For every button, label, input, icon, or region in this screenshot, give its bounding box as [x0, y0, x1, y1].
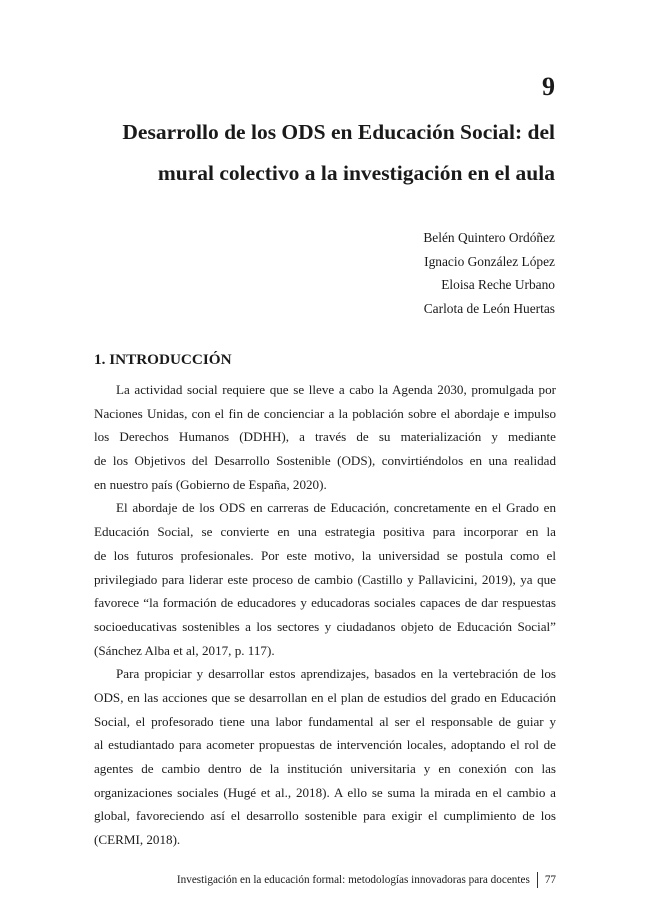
chapter-number: 9 — [542, 72, 555, 101]
body-line: Naciones Unidas, con el fin de concienciar a la población sobre el abordaje e impulso — [94, 405, 556, 421]
author-name: Belén Quintero Ordóñez — [423, 230, 555, 245]
author-name: Carlota de León Huertas — [423, 300, 555, 316]
body-line: Educación Social, se convierte en una estrategia positiva para incorporar en la — [94, 524, 556, 540]
body-line: al estudiantado para acometer propuestas de intervención locales, adoptando el rol de — [94, 737, 556, 753]
body-line: ODS, en las acciones que se desarrollan en el plan de estudios del grado en Educación — [94, 689, 556, 705]
body-line: (CERMI, 2018). — [94, 832, 181, 848]
body-line: Social, el profesorado tiene una labor fundamental al ser el responsable de guiar y — [94, 713, 556, 729]
author-name: Ignacio González López — [424, 253, 555, 269]
body-line: socioeducativas sostenibles a los sectores y ciudadanos objeto de Educación Social” — [94, 618, 556, 634]
body-line: (Sánchez Alba et al, 2017, p. 117). — [94, 642, 275, 658]
footer-divider — [537, 872, 538, 888]
body-line: en nuestro país (Gobierno de España, 2020). — [94, 476, 327, 492]
section-heading: 1. INTRODUCCIÓN — [94, 351, 232, 368]
body-line: global, favoreciendo así el desarrollo sostenible para exigir el cumplimiento de los — [94, 808, 556, 824]
author-name: Eloisa Reche Urbano — [441, 277, 555, 292]
page-number: 77 — [544, 874, 556, 886]
chapter-title-line: mural colectivo a la investigación en el aula — [157, 161, 555, 185]
body-line: La actividad social requiere que se lleve a cabo la Agenda 2030, promulgada por — [116, 382, 556, 397]
body-line: Para propiciar y desarrollar estos aprendizajes, basados en la vertebración de los — [116, 666, 556, 682]
chapter-title-line: Desarrollo de los ODS en Educación Social: del — [122, 120, 555, 144]
body-line: de los Objetivos del Desarrollo Sostenible (ODS), convirtiéndolos en una realidad — [94, 453, 556, 469]
body-line: favorece “la formación de educadores y educadoras sociales capaces de dar respuestas — [94, 595, 556, 611]
body-line: los Derechos Humanos (DDHH), a través de su materialización y mediante — [94, 429, 556, 445]
body-line: El abordaje de los ODS en carreras de Educación, concretamente en el Grado en — [116, 500, 556, 516]
author-list — [423, 226, 555, 320]
footer-title: Investigación en la educación formal: metodologías innovadoras para docentes — [176, 874, 530, 886]
body-line: organizaciones sociales (Hugé et al., 2018). A ello se suma la mirada en el cambio a — [94, 784, 556, 800]
chapter-title — [75, 112, 555, 194]
running-footer — [177, 872, 556, 888]
body-line: agentes de cambio dentro de la institución universitaria y en conexión con las — [94, 761, 556, 776]
body-text — [94, 378, 556, 852]
body-line: de los futuros profesionales. Por este motivo, la universidad se postula como el — [94, 547, 556, 563]
body-line: privilegiado para liderar este proceso de cambio (Castillo y Pallavicini, 2019), ya que — [94, 571, 556, 587]
